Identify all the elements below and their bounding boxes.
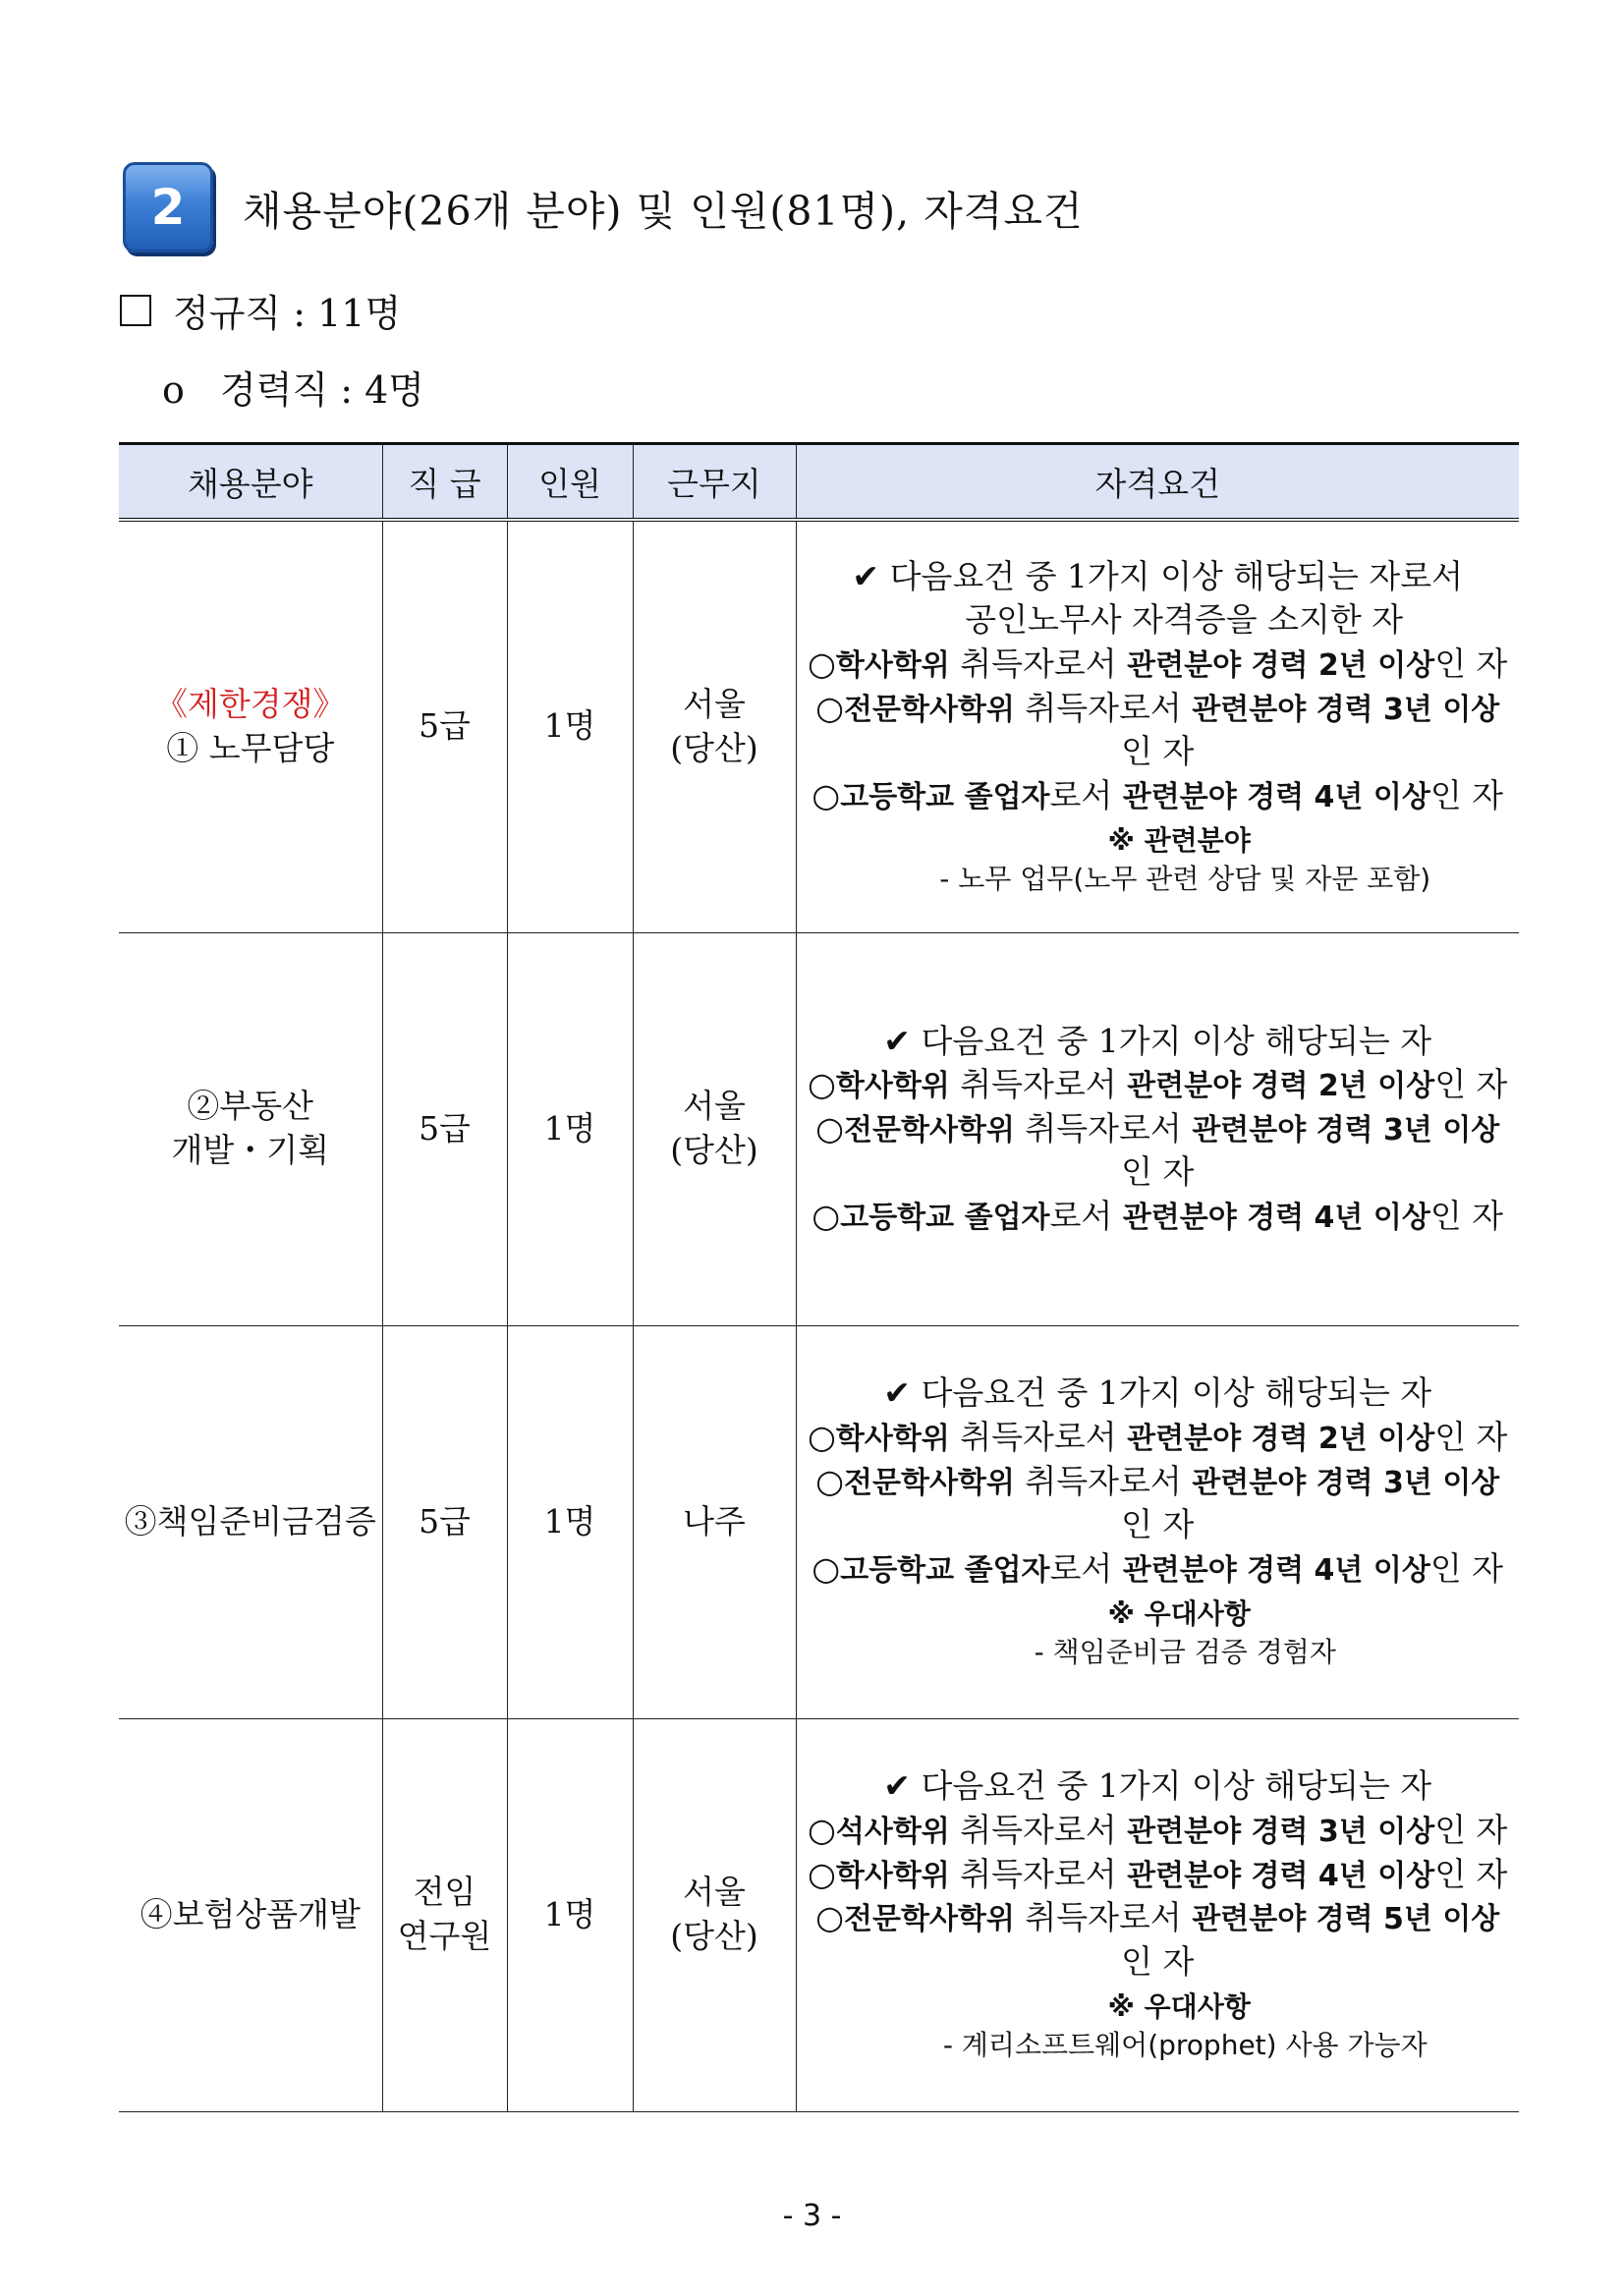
requirements-cell — [796, 1718, 1519, 2111]
criterion: ○ 고등학교 졸업자로서 관련분야 경력 4년 이상인 자 — [805, 1195, 1512, 1239]
checkbox-icon — [120, 295, 151, 326]
table-row — [119, 932, 1519, 1325]
requirements-cell — [796, 932, 1519, 1325]
count-cell: 1명 — [507, 520, 633, 932]
recruitment-table — [119, 442, 1519, 2112]
requirement-intro: ✔ 다음요건 중 1가지 이상 해당되는 자 — [805, 1020, 1512, 1064]
grade-name-cont: 연구원 — [397, 1917, 492, 1955]
requirement-intro: ✔ 다음요건 중 1가지 이상 해당되는 자 — [805, 1372, 1512, 1416]
location-detail: (당산) — [670, 728, 758, 767]
header-field: 채용분야 — [119, 444, 382, 521]
header-location: 근무지 — [633, 444, 796, 521]
experienced-staff-line — [162, 360, 424, 414]
count-cell: 1명 — [507, 932, 633, 1325]
criterion: ○ 전문학사학위 취득자로서 관련분야 경력 3년 이상인 자 — [805, 1460, 1512, 1547]
experienced-staff-label: 경력직 : 4명 — [219, 368, 424, 412]
criterion: ○ 고등학교 졸업자로서 관련분야 경력 4년 이상인 자 — [805, 1547, 1512, 1592]
page-number: - 3 - — [782, 2199, 842, 2233]
criterion: ○ 학사학위 취득자로서 관련분야 경력 4년 이상인 자 — [805, 1853, 1512, 1897]
note-heading: ※ 우대사항 — [1107, 1597, 1251, 1631]
criterion: ○ 석사학위 취득자로서 관련분야 경력 3년 이상인 자 — [805, 1809, 1512, 1853]
criterion: ○ 전문학사학위 취득자로서 관련분야 경력 3년 이상인 자 — [805, 1107, 1512, 1195]
criterion: ○ 학사학위 취득자로서 관련분야 경력 2년 이상인 자 — [805, 1063, 1512, 1107]
field-name: ① 노무담당 — [166, 728, 335, 767]
requirement-intro: ✔ 다음요건 중 1가지 이상 해당되는 자로서 — [805, 555, 1512, 599]
table-row — [119, 1718, 1519, 2111]
criterion: ○ 고등학교 졸업자로서 관련분야 경력 4년 이상인 자 — [805, 774, 1512, 818]
location-cell — [633, 520, 796, 932]
note-body: - 계리소프트웨어(prophet) 사용 가능자 — [942, 2029, 1428, 2062]
header-requirements: 자격요건 — [796, 444, 1519, 521]
section-heading — [123, 162, 1084, 252]
location-name: 서울 — [683, 685, 746, 724]
requirements-cell — [796, 1325, 1519, 1718]
criterion: ○ 학사학위 취득자로서 관련분야 경력 2년 이상인 자 — [805, 643, 1512, 687]
field-cell: ④보험상품개발 — [119, 1718, 382, 2111]
note-heading: ※ 우대사항 — [1107, 1990, 1251, 2024]
grade-cell: 5급 — [382, 520, 507, 932]
restricted-tag: 《제한경쟁》 — [154, 685, 346, 724]
requirements-cell — [796, 520, 1519, 932]
regular-staff-label: 정규직 : 11명 — [173, 292, 402, 335]
field-name: ②부동산 — [187, 1087, 314, 1126]
grade-cell: 5급 — [382, 932, 507, 1325]
field-cell — [119, 932, 382, 1325]
note-heading: ※ 관련분야 — [1107, 824, 1251, 858]
count-cell: 1명 — [507, 1718, 633, 2111]
header-grade: 직 급 — [382, 444, 507, 521]
criterion: ○ 전문학사학위 취득자로서 관련분야 경력 5년 이상인 자 — [805, 1896, 1512, 1984]
location-detail: (당산) — [670, 1131, 758, 1169]
criterion: ○ 학사학위 취득자로서 관련분야 경력 2년 이상인 자 — [805, 1416, 1512, 1460]
header-count: 인원 — [507, 444, 633, 521]
table-row — [119, 1325, 1519, 1718]
grade-cell — [382, 1718, 507, 2111]
location-name: 서울 — [683, 1873, 746, 1912]
location-detail: (당산) — [670, 1917, 758, 1955]
bullet-icon: o — [162, 368, 185, 412]
field-cell — [119, 520, 382, 932]
location-name: 서울 — [683, 1087, 746, 1126]
location-cell: 나주 — [633, 1325, 796, 1718]
field-cell: ③책임준비금검증 — [119, 1325, 382, 1718]
location-cell — [633, 932, 796, 1325]
regular-staff-line — [120, 283, 401, 337]
table-row — [119, 520, 1519, 932]
grade-name: 전임 — [413, 1873, 476, 1912]
count-cell: 1명 — [507, 1325, 633, 1718]
table-header-row — [119, 444, 1519, 521]
requirement-intro-cont: 공인노무사 자격증을 소지한 자 — [965, 600, 1404, 640]
note-body: - 책임준비금 검증 경험자 — [1034, 1636, 1336, 1669]
note-body: - 노무 업무(노무 관련 상담 및 자문 포함) — [939, 863, 1431, 896]
section-number-badge: 2 — [123, 162, 213, 252]
criterion: ○ 전문학사학위 취득자로서 관련분야 경력 3년 이상인 자 — [805, 687, 1512, 774]
field-name-cont: 개발・기획 — [171, 1131, 329, 1169]
location-cell — [633, 1718, 796, 2111]
section-title: 채용분야(26개 분야) 및 인원(81명), 자격요건 — [243, 187, 1084, 235]
grade-cell: 5급 — [382, 1325, 507, 1718]
requirement-intro: ✔ 다음요건 중 1가지 이상 해당되는 자 — [805, 1764, 1512, 1809]
